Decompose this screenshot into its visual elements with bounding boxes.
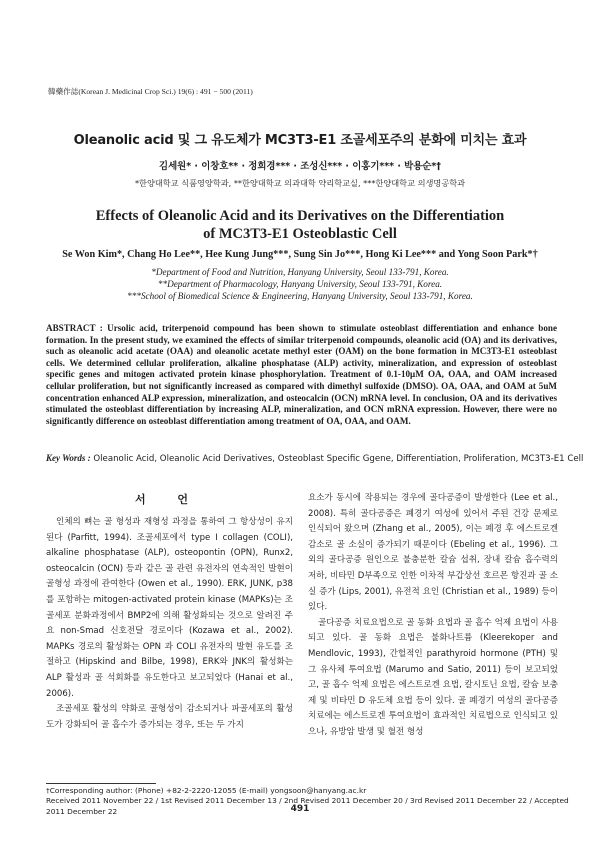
korean-authors: 김세원* · 이창호** · 정희경*** · 조성신*** · 이홍기*** · 박용순*†: [159, 161, 441, 172]
abstract: [46, 323, 557, 427]
english-authors: Se Won Kim*, Chang Ho Lee**, Hee Kung Jung***, Sung Sin Jo***, Hong Ki Lee*** and Yong Soon Park*†: [62, 249, 538, 260]
affiliation-food-nutrition: *Department of Food and Nutrition, Hanyang University, Seoul 133-791, Korea.: [151, 267, 449, 277]
abstract-label: ABSTRACT :: [46, 323, 103, 333]
right-paragraph-1: 요소가 동시에 작용되는 경우에 골다공증이 발생한다 (Lee et al., 2008). 특히 골다공증은 폐경기 여성에 있어서 주된 건강 문제로 인식되어 왔으며 (Zhang et al., 2005), 이는 폐경 후 에스트로겐 감소로 골 소실이 증가되기 때문이다 (Ebeling et al., 1996). 그 외의 골다공증 원인으로 불충분한 칼슘 섭취, 장내 칼슘 흡수력의 저하, 비타민 D부족으로 인한 이차적 부갑상선 호르몬 항진과 골 소실 증가 (Lips, 2001), 유전적 요인 (Christian et al., 1989) 등이 있다.: [308, 493, 558, 613]
korean-title: Oleanolic acid 및 그 유도체가 MC3T3-E1 조골세포주의 분화에 미치는 효과: [73, 133, 527, 148]
affiliation-biomedical: ***School of Biomedical Science & Engineering, Hanyang University, Seoul 133-791, Korea.: [127, 291, 473, 301]
left-paragraph-1: 인체의 뼈는 골 형성과 재형성 과정을 통하여 그 항상성이 유지된다 (Parfitt, 1994). 조골세포에서 type I collagen (COLI), alkaline phosphatase (ALP), osteopontin (OPN), Runx2, osteocalcin (OCN) 등과 같은 골 관련 유전자의 연속적인 발현이 골형성 과정에 관여한다 (Owen et al., 1990). ERK, JUNK, p38를 포함하는 mitogen-activated protein kinase (MAPKs)는 조골세포 분화과정에서 BMP2에 의해 활성화되는 것으로 알려진 주요 non-Smad 신호전달 경로이다 (Kozawa et al., 2002). MAPKs 경로의 활성화는 OPN 과 COLI 유전자의 발현 유도를 조절하고 (Hipskind and Bilbe, 1998), ERK와 JNK의 활성화는 ALP 활성과 골 석회화를 유도한다고 보고되었다 (Hanai et al., 2006).: [46, 517, 293, 699]
corresponding-author: †Corresponding author: (Phone) +82-2-2220-12055 (E-mail) yongsoon@hanyang.ac.kr: [46, 786, 367, 795]
left-column: [46, 515, 293, 733]
english-title: [0, 207, 600, 243]
footnote-divider: [46, 783, 156, 784]
received-dates: Received 2011 November 22 / 1st Revised 2011 December 13 / 2nd Revised 2011 December 20 / 3rd Revised 2011 December 22 / Accepted: [46, 796, 569, 806]
page-number: 491: [290, 804, 310, 814]
accepted-date: 2011 December 22: [46, 806, 118, 816]
english-affiliations: [0, 266, 600, 302]
abstract-text: Ursolic acid, triterpenoid compound has been shown to stimulate osteoblast differentiation and enhance bone formation. In the present study, we examined the effects of similar triterpenoid compounds, oleanolic acid (OA) and its derivatives, such as oleanolic acid acetate (OAA) and oleanolic acetate methyl ester (OAM) on the bone formation in MC3T3-E1 osteoblast cells. We determined cellular proliferation, alkaline phosphatase (ALP) activity, mineralization, and expression of osteoblast specific genes and mitogen activated protein kinase phosphorylation. Treatment of 0.1-10μM OA, OAA, and OAM increased cellular proliferation, but not significantly increased as compared with dimethyl sulfoxide (DMSO). OA, OAA, and OAM at 5uM concentration enhanced ALP expression, mineralization, and osteocalcin (OCN) mRNA level. In conclusion, OA and its derivatives stimulated the osteoblast differentiation by increasing ALP, mineralization, and OCN mRNA expression. However, there were no significantly difference on osteoblast differentiation among treatment of OA, OAA, and OAM.: [46, 323, 557, 426]
korean-affiliations: *한양대학교 식품영양학과, **한양대학교 의과대학 약리학교실, ***한양대학교 의생명공학과: [134, 178, 466, 188]
right-paragraph-2: 골다공증 치료요법으로 골 동화 요법과 골 흡수 억제 요법이 사용되고 있다. 골 동화 요법은 불화나트륨 (Kleerekoper and Mendlovic, 1993), 간헐적인 parathyroid hormone (PTH) 및 그 유사체 투여요법 (Marumo and Satio, 2011) 등이 보고되었고, 골 흡수 억제 요법은 에스트로겐 요법, 칼시토닌 요법, 칼슘 보충제 및 비타민 D 유도체 요법 등이 있다. 골 폐경기 여성의 골다공증 치료에는 에스트로겐 투여요법이 효과적인 치료법으로 인식되고 있으나, 유방암 발생 및 혈전 형성: [308, 617, 558, 737]
keywords-text: Oleanolic Acid, Oleanolic Acid Derivatives, Osteoblast Specific Ggene, Differentiation, Proliferation, MC3T3-E1 Cell: [93, 454, 584, 464]
affiliation-pharmacology: **Department of Pharmacology, Hanyang University, Seoul 133-791, Korea.: [157, 279, 443, 289]
right-column: [308, 491, 558, 741]
left-paragraph-2: 조골세포 활성의 약화로 골형성이 감소되거나 파골세포의 활성도가 강화되어 골 흡수가 증가되는 경우, 또는 두 가지: [46, 704, 293, 730]
keywords-label: Key Words :: [46, 453, 91, 463]
english-title-line2: of MC3T3-E1 Osteoblastic Cell: [203, 226, 397, 242]
journal-header: 韓藥作誌(Korean J. Medicinal Crop Sci.) 19(6) : 491 − 500 (2011): [48, 87, 253, 96]
keywords: [46, 452, 584, 465]
section-heading-introduction: 서 언: [134, 493, 203, 506]
english-title-line1: Effects of Oleanolic Acid and its Derivatives on the Differentiation: [95, 208, 505, 224]
